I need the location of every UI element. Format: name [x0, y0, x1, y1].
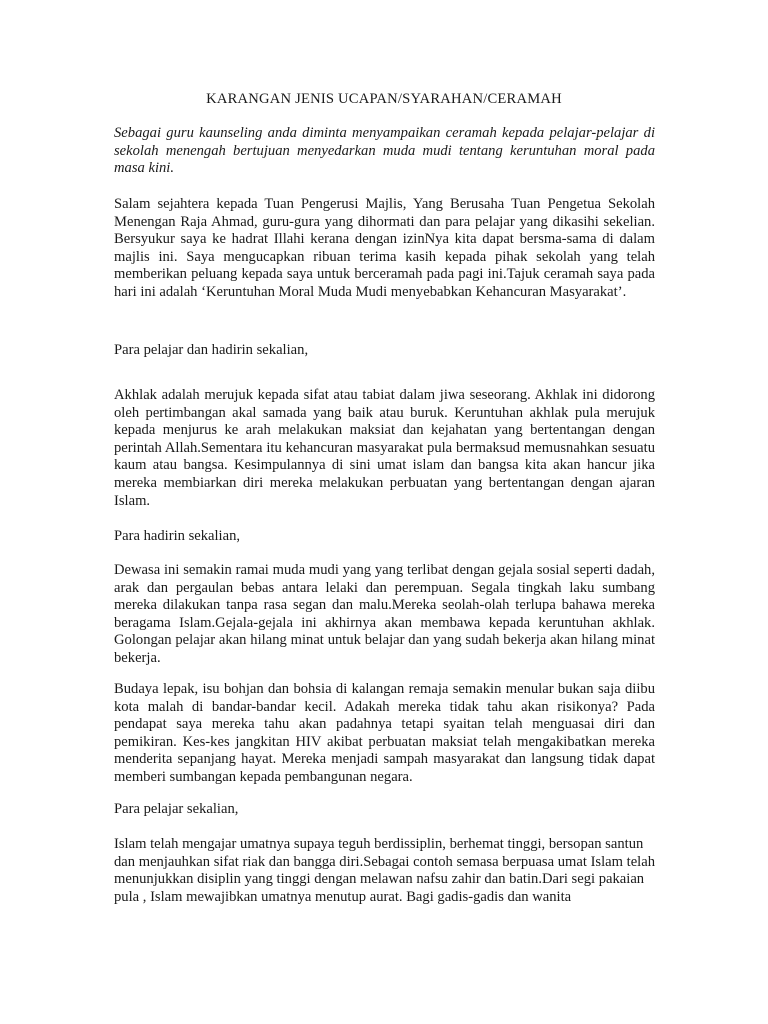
opening-greeting-paragraph: Salam sejahtera kepada Tuan Pengerusi Majlis, Yang Berusaha Tuan Pengetua Sekolah Menengan Raja Ahmad, guru-gura yang dihormati dan para pelajar yang dikasihi sekelian. Bersyukur saya ke hadrat Illahi kerana dengan izinNya kita dapat bersma-sama di dalam majlis ini. Saya mengucapkan ribuan terima kasih kepada pihak sekolah yang telah memberikan peluang kepada saya untuk berceramah pada pagi ini.Tajuk ceramah saya pada hari ini adalah ‘Keruntuhan Moral Muda Mudi menyebabkan Kehancuran Masyarakat’. [114, 196, 655, 300]
akhlak-definition-paragraph: Akhlak adalah merujuk kepada sifat atau tabiat dalam jiwa seseorang. Akhlak ini didorong oleh pertimbangan akal samada yang baik atau buruk. Keruntuhan akhlak pula merujuk kepada menjurus ke arah melakukan maksiat dan kejahatan yang bertentangan dengan perintah Allah.Sementara itu kehancuran masyarakat pula bermaksud memusnahkan sesuatu kaum atau bangsa. Kesimpulannya di sini umat islam dan bangsa kita akan hancur jika mereka membiarkan diri mereka melakukan perbuatan yang bertentangan dengan ajaran Islam. [114, 387, 655, 509]
essay-prompt: Sebagai guru kaunseling anda diminta menyampaikan ceramah kepada pelajar-pelajar di sekolah menengah bertujuan menyedarkan muda mudi tentang keruntuhan moral pada masa kini. [114, 125, 655, 177]
salutation-students: Para pelajar sekalian, [114, 801, 239, 817]
document-title: KARANGAN JENIS UCAPAN/SYARAHAN/CERAMAH [206, 91, 562, 107]
social-problems-paragraph: Dewasa ini semakin ramai muda mudi yang yang terlibat dengan gejala sosial seperti dadah, arak dan pergaulan bebas antara lelaki dan perempuan. Segala tingkah laku sumbang mereka dilakukan tanpa rasa segan dan malu.Mereka seolah-olah terlupa bahawa mereka beragama Islam.Gejala-gejala ini akhirnya akan membawa kepada keruntuhan akhlak. Golongan pelajar akan hilang minat untuk belajar dan yang sudah bekerja akan hilang minat bekerja. [114, 562, 655, 666]
youth-culture-paragraph: Budaya lepak, isu bohjan dan bohsia di kalangan remaja semakin menular bukan saja diibu kota malah di bandar-bandar kecil. Adakah mereka tidak tahu akan risikonya? Pada pendapat saya mereka tahu akan padahnya tetapi syaitan telah menguasai diri dan pemikiran. Kes-kes jangkitan HIV akibat perbuatan maksiat telah mengakibatkan mereka menderita sepanjang hayat. Mereka menjadi sampah masyarakat dan langsung tidak dapat memberi sumbangan kepada pembangunan negara. [114, 681, 655, 785]
islam-discipline-paragraph: Islam telah mengajar umatnya supaya teguh berdissiplin, berhemat tinggi, bersopan santun dan menjauhkan sifat riak dan bangga diri.Sebagai contoh semasa berpuasa umat Islam telah menunjukkan disiplin yang tinggi dengan melawan nafsu zahir dan batin.Dari segi pakaian pula , Islam mewajibkan umatnya menutup aurat. Bagi gadis-gadis dan wanita [114, 836, 656, 905]
salutation-audience: Para hadirin sekalian, [114, 528, 241, 544]
salutation-students-audience: Para pelajar dan hadirin sekalian, [114, 342, 309, 358]
